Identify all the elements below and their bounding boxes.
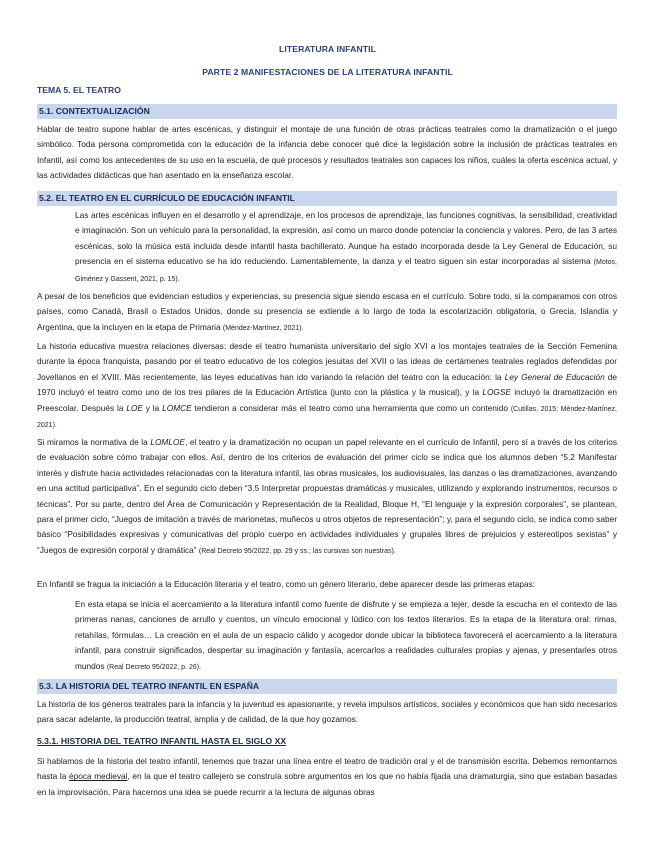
quote-artes-escenicas [75, 208, 617, 287]
citation: (Real Decreto 95/2022, p. 26). [106, 663, 202, 671]
paragraph-text: de 1970 incluyó el teatro como uno de los tres pilares de la Educación Artística (junto con la plástica y la musical), y la [37, 371, 618, 398]
paragraph-historia-educativa [37, 339, 617, 433]
law-name: LOGSE [482, 387, 511, 398]
subsection-heading-5-3-1: 5.3.1. HISTORIA DEL TEATRO INFANTIL HASTA EL SIGLO XX [37, 736, 287, 746]
law-name: Ley General de Educación [504, 371, 605, 382]
tema-heading: TEMA 5. EL TEATRO [37, 85, 121, 95]
citation: (Méndez-Martínez, 2021). [222, 324, 304, 332]
paragraph-text: tendieron a considerar más el teatro como una herramienta que como un contenido [194, 402, 508, 413]
section-heading-5-2: 5.2. EL TEATRO EN EL CURRÍCULO DE EDUCACIÓN INFANTIL [37, 191, 617, 206]
paragraph-text: Si miramos la normativa de la [37, 437, 148, 447]
paragraph-text: incluyó la dramatización en Preescolar. Después la [37, 387, 618, 413]
quote-text: En esta etapa se inicia el acercamiento a la literatura infantil como fuente de disfrute y se empieza a tejer, desde la escucha en el contexto de las primeras nanas, canciones de arrullo y cuentos, un vínculo emocional y lúdico con los textos literarios. Es la etapa de la literatura oral: rimas, retahílas, fórmulas… La creación en el aula de un espacio cálido y acogedor donde ubicar la biblioteca favorecerá el acercamiento a la literatura infantil, para construir significados, despertar su imaginación y fantasía, acercarlos a realidades culturales propias y ajenas, y presentarles otros mundos [75, 599, 617, 671]
law-name: LOMCE [162, 402, 192, 413]
section-heading-5-1: 5.1. CONTEXTUALIZACIÓN [37, 104, 617, 119]
paragraph-text: A pesar de los beneficios que evidencian estudios y experiencias, su presencia sigue siendo escasa en el currículo. Sobre todo, si la comparamos con otros países, como Canadá, Brasil o Estados Unidos, donde su presencia se extiende a lo largo de toda la escolarización obligatoria, o Grecia, Islandia y Argentina, que la incluyen en la etapa de Primaria [37, 291, 617, 332]
document-part-title: PARTE 2 MANIFESTACIONES DE LA LITERATURA INFANTIL [202, 67, 453, 77]
law-name: LOMLOE [150, 437, 185, 447]
paragraph-text: , el teatro y la dramatización no ocupan un papel relevante en el currículo de Infantil, pero sí a través de los criterios de evaluación sobre cómo trabajar con ellos. Así, dentro de los criterios de evaluación del primer ciclo se indica que los alumnos deben “5.2 Manifestar interés y disfrute hacia actividades relacionadas con la literatura infantil, las obras musicales, los audiovisuales, las danzas o las dramatizaciones, avanzando en una actitud participativa”. En el segundo ciclo deben “3.5 Interpretar propuestas dramáticas y musicales, utilizando y explorando instrumentos, recursos o técnicas”. Por su parte, dentro del Área de Comunicación y Representación de la Realidad, Bloque H, “El lenguaje y la expresión corporales”, se plantean, para el primer ciclo, “Juegos de imitación a través de marionetas, muñecos u otros objetos de representación”; y, para el segundo ciclo, se indica como saber básico “Posibilidades expresivas y comunicativas del propio cuerpo en actividades individuales y grupales libres de prejuicios y estereotipos sexistas” y “Juegos de expresión corporal y dramática” [37, 437, 617, 555]
paragraph-text: Si hablamos de la historia del teatro infantil, tenemos que trazar una línea entre el teatro de tradición oral y el de transmisión escrita. Debemos remontarnos hasta la [37, 756, 617, 782]
citation: (Real Decreto 95/2022, pp. 29 y ss.; las cursivas son nuestras). [198, 547, 396, 555]
paragraph-text: , en la que el teatro callejero se construía sobre argumentos en los que no había fijada una dramaturgia, sino que estaban basadas en la improvisación. Para hacernos una idea se puede recurrir a la lectura de algunas obras [37, 771, 617, 797]
quote-etapa-infantil [75, 597, 617, 675]
paragraph-text: y la [145, 402, 160, 413]
citation: (Cutillas, 2015; Méndez-Martínez, 2021). [37, 405, 618, 430]
citation: (Motos, Giménez y Gassent, 2021, p. 15). [75, 259, 617, 283]
paragraph-historia-hasta-xx [37, 754, 617, 800]
section-heading-5-3: 5.3. LA HISTORIA DEL TEATRO INFANTIL EN ESPAÑA [37, 679, 617, 694]
law-name: LOE [126, 402, 143, 413]
paragraph-iniciacion-literaria: En Infantil se fragua la iniciación a la Educación literaria y el teatro, como un género literario, debe aparecer desde las primeras etapas: [37, 579, 536, 589]
document-title: LITERATURA INFANTIL [279, 44, 376, 54]
paragraph-presencia-escasa [37, 289, 617, 336]
paragraph-contextualizacion: Hablar de teatro supone hablar de artes escénicas, y distinguir el montaje de una función de otras prácticas teatrales como la dramatización o el juego simbólico. Toda persona comprometida con la educación de la infancia debe conocer qué dice la legislación sobre la inclusión de prácticas teatrales en Infantil, así como los antecedentes de su uso en la escuela, de qué procesos y resultados teatrales son capaces los niños, cuáles la oferta escénica actual, y las actividades didácticas que han asentado en la enseñanza escolar. [37, 124, 617, 181]
underlined-term: época medieval [69, 771, 128, 782]
paragraph-historia-generos: La historia de los géneros teatrales para la infancia y la juventud es apasionante, y revela impulsos artísticos, sociales y económicos que han sido necesarios para sacar adelante, la producción teatral, amplia y de calidad, de la que hoy gozamos. [37, 699, 617, 725]
quote-text: Las artes escénicas influyen en el desarrollo y el aprendizaje, en los procesos de aprendizaje, las funciones cognitivas, la sensibilidad, creatividad e imaginación. Son un vehículo para la personalidad, la expresión, así como un marco donde potenciar la conciencia y valores. Pero, de las 3 artes escénicas, solo la música está incluida desde infantil hasta bachillerato. Aunque ha estado incorporada desde la Ley General de Educación, su presencia en el sistema educativo se ha ido reduciendo. Lamentablemente, la danza y el teatro siguen sin estar incorporadas al sistema [75, 210, 617, 267]
paragraph-text: La historia educativa muestra relaciones diversas: desde el teatro humanista universitario del siglo XVI a los montajes teatrales de la Sección Femenina durante la época franquista, pasando por el teatro educativo de los colegios jesuitas del XVII o las ideas de certámenes teatrales reglados defendidas por Jovellanos en el XVIII. Más recientemente, las leyes educativas han ido variando la relación del teatro con la educación: la [37, 341, 617, 382]
paragraph-lomloe [37, 435, 617, 559]
